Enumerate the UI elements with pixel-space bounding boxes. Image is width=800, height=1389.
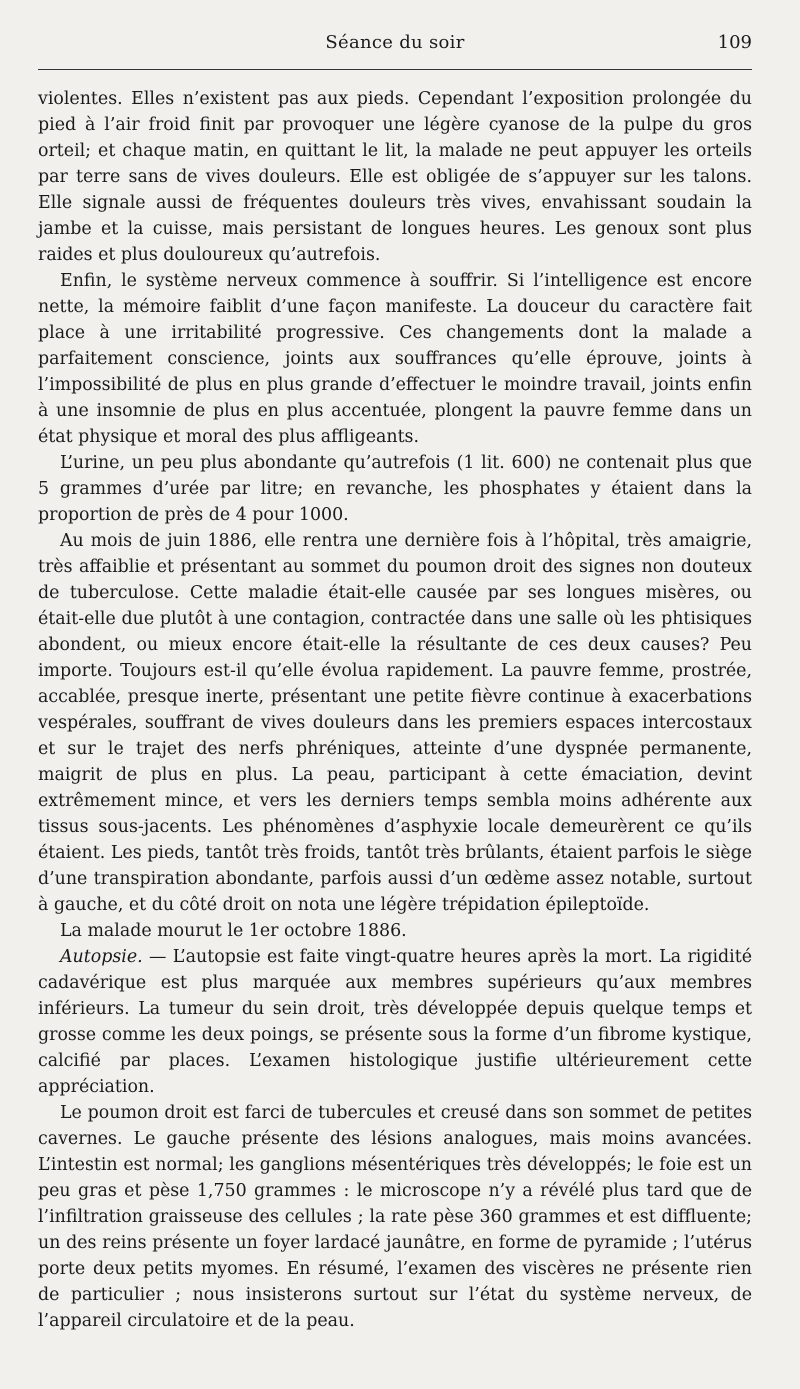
paragraph-nervous-system: Enfin, le système nerveux commence à souffrir. Si l’intelligence est encore nette, la mémoire faiblit d’une façon manifeste. La douceur du caractère fait place à une irritabilité progressive. Ces changements dont la malade a parfaitement conscience, joints aux souffrances qu’elle éprouve, joints à l’impossibilité de plus en plus grande d’effectuer le moindre travail, joints enfin à une insomnie de plus en plus accentuée, plongent la pauvre femme dans un état physique et moral des plus affligeants. — [38, 271, 752, 447]
page-header — [38, 26, 752, 66]
paragraph-june-1886: Au mois de juin 1886, elle rentra une dernière fois à l’hôpital, très amaigrie, très affaiblie et présentant au sommet du poumon droit des signes non douteux de tuberculose. Cette maladie était-elle causée par ses longues misères, ou était-elle due plutôt à une contagion, contractée dans une salle où les phtisiques abondent, ou mieux encore était-elle la résultante de ces deux causes? Peu importe. Toujours est-il qu’elle évolua rapidement. La pauvre femme, prostrée, accablée, presque inerte, présentant une petite fièvre continue à exacerbations vespérales, souffrant de vives douleurs dans les premiers espaces intercostaux et sur le trajet des nerfs phréniques, atteinte d’une dyspnée permanente, maigrit de plus en plus. La peau, participant à cette émaciation, devint extrêmement mince, et vers les derniers temps sembla moins adhérente aux tissus sous-jacents. Les phénomènes d’asphyxie locale demeurèrent ce qu’ils étaient. Les pieds, tantôt très froids, tantôt très brûlants, étaient parfois le siège d’une transpiration abondante, parfois aussi d’un œdème assez notable, surtout à gauche, et du côté droit on nota une légère trépidation épileptoïde. — [38, 531, 752, 915]
paragraph-organs: Le poumon droit est farci de tubercules et creusé dans son sommet de petites cavernes. Le gauche présente des lésions analogues, mais moins avancées. L’intestin est normal; les ganglions mésentériques très développés; le foie est un peu gras et pèse 1,750 grammes : le microscope n’y a révélé plus tard que de l’infiltration graisseuse des cellules ; la rate pèse 360 grammes et est diffluente; un des reins présente un foyer lardacé jaunâtre, en forme de pyramide ; l’utérus porte deux petits myomes. En résumé, l’examen des viscères ne présente rien de particulier ; nous insisterons surtout sur l’état du système nerveux, de l’appareil circulatoire et de la peau. — [38, 1103, 752, 1331]
paragraph-continuation: violentes. Elles n’existent pas aux pieds. Cependant l’exposition prolongée du pied à l’air froid finit par provoquer une légère cyanose de la pulpe du gros orteil; et chaque matin, en quittant le lit, la malade ne peut appuyer les orteils par terre sans de vives douleurs. Elle est obligée de s’appuyer sur les talons. Elle signale aussi de fréquentes douleurs très vives, envahissant soudain la jambe et la cuisse, mais persistant de longues heures. Les genoux sont plus raides et plus douloureux qu’autrefois. — [38, 89, 752, 265]
body-text — [38, 86, 752, 1334]
paragraph-urine: L’urine, un peu plus abondante qu’autrefois (1 lit. 600) ne contenait plus que 5 grammes d’urée par litre; en revanche, les phosphates y étaient dans la proportion de près de 4 pour 1000. — [38, 453, 752, 525]
page-number: 109 — [717, 32, 752, 53]
running-title: Séance du soir — [325, 32, 465, 53]
header-rule — [38, 69, 752, 70]
autopsy-label: Autopsie. — [60, 947, 143, 967]
paragraph-autopsy — [38, 944, 752, 1100]
autopsy-text: — L’autopsie est faite vingt-quatre heures après la mort. La rigidité cadavérique est plus marquée aux membres supérieurs qu’aux membres inférieurs. La tumeur du sein droit, très développée depuis quelque temps et grosse comme les deux poings, se présente sous la forme d’un fibrome kystique, calcifié par places. L’examen histologique justifie ultérieurement cette appréciation. — [38, 947, 752, 1097]
paragraph-death: La malade mourut le 1er octobre 1886. — [60, 921, 407, 941]
